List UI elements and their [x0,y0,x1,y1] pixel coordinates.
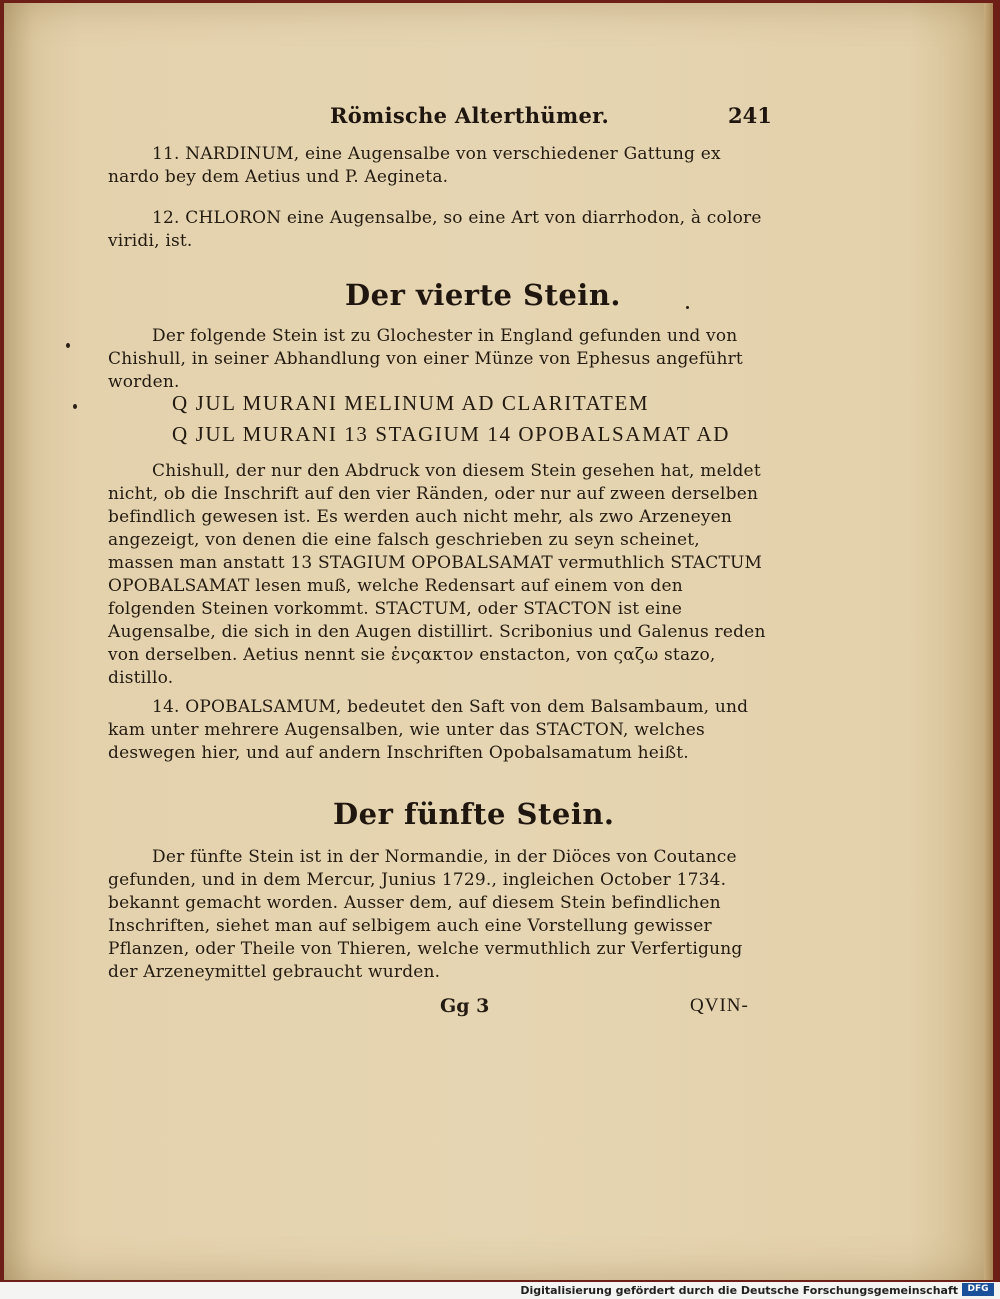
paragraph-12 [108,207,768,253]
paragraph-12-text: 12. CHLORON eine Augensalbe, so eine Art von diarrhodon, à colore viridi, ist. [108,208,762,251]
commentary-text: Chishull, der nur den Abdruck von diesem Stein gesehen hat, meldet nicht, ob die Inschrift auf den vier Ränden, oder nur auf zween derselben befindlich gewesen ist. Es werden auch nicht mehr, als zwo Arzeneyen angezeigt, von denen die eine falsch geschrieben zu seyn scheinet, massen man anstatt 13 STAGIUM OPOBALSAMAT vermuthlich STACTUM OPOBALSAMAT lesen muß, welche Redensart auf einem von den folgenden Steinen vorkommt. STACTUM, oder STACTON ist eine Augensalbe, die sich in den Augen distillirt. Scribonius und Galenus reden von derselben. Aetius nennt sie ἐνςακτον enstacton, von ςαζω stazo, distillo. [108,461,766,688]
digitization-note: Digitalisierung gefördert durch die Deutsche Forschungsgemeinschaft [520,1284,958,1297]
intro-fifth-stone-text: Der fünfte Stein ist in der Normandie, in der Diöces von Coutance gefunden, und in dem Mercur, Junius 1729., ingleichen October 1734. bekannt gemacht worden. Ausser dem, auf diesem Stein befindlichen Inschriften, siehet man auf selbigem auch eine Vorstellung gewisser Pflanzen, oder Theile von Thieren, welche vermuthlich zur Verfertigung der Arzeneymittel gebraucht wurden. [108,847,743,982]
ink-speck [66,343,70,348]
paragraph-14-text: 14. OPOBALSAMUM, bedeutet den Saft von dem Balsambaum, und kam unter mehrere Augensalben, wie unter das STACTON, welches deswegen hier, und auf andern Inschriften Opobalsamatum heißt. [108,697,749,763]
intro-fifth-stone [108,846,768,984]
page-number: 241 [728,103,772,128]
paragraph-11-text: 11. NARDINUM, eine Augensalbe von verschiedener Gattung ex nardo bey dem Aetius und P. Aegineta. [108,144,721,187]
ink-speck [686,306,689,309]
paragraph-14 [108,696,768,765]
page-stack-edge [984,3,993,1280]
paragraph-11 [108,143,768,189]
catchword: QVIN- [690,995,749,1016]
inscription-line-2: Q JUL MURANI 13 STAGIUM 14 OPOBALSAMAT AD [172,422,731,446]
intro-fourth-stone-text: Der folgende Stein ist zu Glochester in England gefunden und von Chishull, in seiner Abhandlung von einer Münze von Ephesus angeführt worden. [108,326,743,392]
heading-fifth-stone: Der fünfte Stein. [333,797,615,831]
inscription-line-1: Q JUL MURANI MELINUM AD CLARITATEM [172,391,650,415]
intro-fourth-stone [108,325,768,394]
dfg-logo: DFG [962,1283,994,1296]
ink-speck [73,404,77,409]
signature-mark: Gg 3 [440,995,490,1017]
commentary-fourth-stone [108,460,768,690]
running-title: Römische Alterthümer. [330,103,610,128]
heading-fourth-stone: Der vierte Stein. [345,278,621,312]
